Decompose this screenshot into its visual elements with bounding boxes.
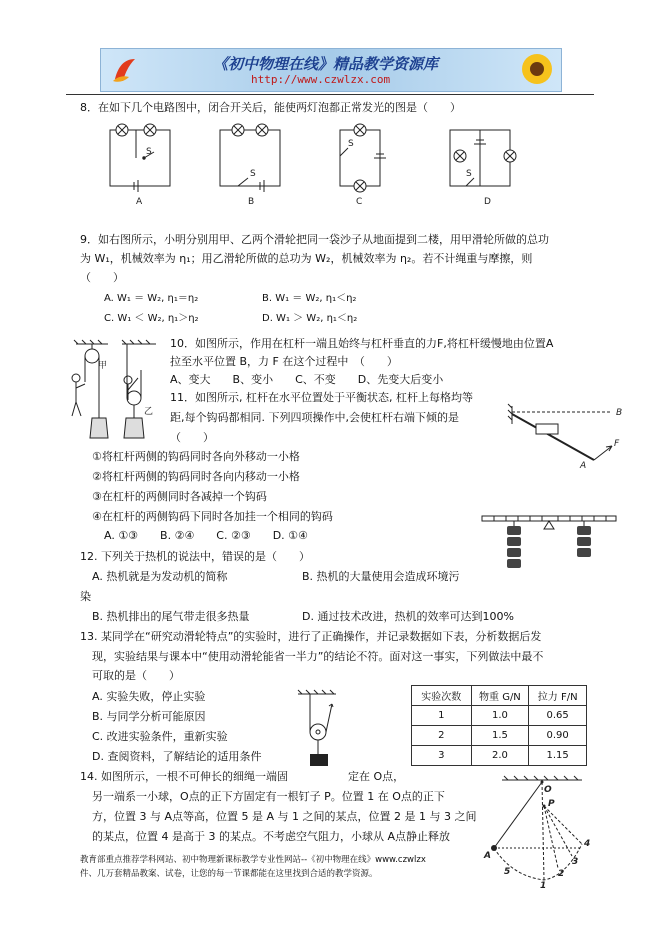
q11-options: A. ①③ B. ②④ C. ②③ D. ①④ xyxy=(104,529,308,542)
header-rule xyxy=(66,94,594,95)
q8-label-c: C xyxy=(356,197,363,207)
table-cell: 1.0 xyxy=(471,706,529,726)
table-cell: 0.65 xyxy=(529,706,587,726)
table-row xyxy=(412,746,587,766)
q8-switch-label-c: S xyxy=(348,139,354,149)
q8-label-d: D xyxy=(484,197,491,207)
footer-line1: 教育部重点推荐学科网站、初中物理新课标教学专业性网站--《初中物理在线》www.czwlzx xyxy=(80,855,426,865)
q14-pendulum-figure xyxy=(482,776,592,891)
q11-statement-2: ②将杠杆两侧的钩码同时各向内移动一小格 xyxy=(92,470,300,483)
table-row xyxy=(412,706,587,726)
q10-lever-figure xyxy=(508,402,628,472)
q14-label-3: 3 xyxy=(572,857,579,867)
q14-label-1: 1 xyxy=(540,881,547,891)
q9-option-a: A. W₁ ＝ W₂, η₁＝η₂ xyxy=(104,293,199,304)
q8-label-a: A xyxy=(136,197,143,207)
q14-line1b: 定在 O点， xyxy=(348,770,405,783)
table-cell: 0.90 xyxy=(529,726,587,746)
table-cell: 2.0 xyxy=(471,746,529,766)
q14-label-5: 5 xyxy=(504,867,511,877)
q9-label-yi: 乙 xyxy=(144,407,154,417)
q13-line2: 现，实验结果与课本中“使用动滑轮能省一半力”的结论不符。面对这一事实，下列做法中最不 xyxy=(92,650,544,663)
q12-option-a: A. 热机就是为发动机的简称 xyxy=(92,570,228,583)
q14-label-p: P xyxy=(548,799,555,809)
banner-title: 《初中物理在线》精品教学资源库 xyxy=(213,55,439,73)
q10-line2: 拉至水平位置 B，力 F 在这个过程中 （ ） xyxy=(170,355,398,368)
q9-option-b: B. W₁ ＝ W₂, η₁＜η₂ xyxy=(262,293,357,304)
q8-circuit-diagrams xyxy=(100,118,530,208)
q13-option-b: B. 与同学分析可能原因 xyxy=(92,710,206,723)
table-row xyxy=(412,726,587,746)
q12-stem: 12. 下列关于热机的说法中，错误的是（ ） xyxy=(80,550,310,563)
table-header-cell: 物重 G/N xyxy=(471,686,529,706)
q13-pulley-figure xyxy=(296,690,352,770)
banner-url[interactable]: http://www.czwlzx.com xyxy=(251,73,391,86)
site-logo-icon xyxy=(109,53,141,85)
q10-line1: 10．如图所示，作用在杠杆一端且始终与杠杆垂直的力F,将杠杆缓慢地由位置A xyxy=(170,337,554,350)
q9-label-jia: 甲 xyxy=(98,361,108,371)
q14-line2: 另一端系一小球，O点的正下方固定有一根钉子 P。位置 1 在 O点的正下 xyxy=(92,790,445,803)
q12-option-c: B. 热机排出的尾气带走很多热量 xyxy=(92,610,250,623)
table-cell: 3 xyxy=(412,746,472,766)
table-cell: 1.5 xyxy=(471,726,529,746)
q10-line3: A、变大 B、变小 C、不变 D、先变大后变小 xyxy=(170,373,444,386)
q8-switch-label-d: S xyxy=(466,169,472,179)
q12-option-d: D. 通过技术改进，热机的效率可达到100% xyxy=(302,610,514,623)
table-cell: 1.15 xyxy=(529,746,587,766)
q13-line1: 13. 某同学在“研究动滑轮特点”的实验时，进行了正确操作，并记录数据如下表，分析数据后发 xyxy=(80,630,542,643)
q14-line4: 的某点，位置 4 是高于 3 的某点。不考虑空气阻力，小球从 A点静止释放 xyxy=(92,830,451,843)
q11-line3: （ ） xyxy=(170,431,214,444)
q14-line3: 方，位置 3 与 A点等高，位置 5 是 A 与 1 之间的某点，位置 2 是 1 与 3 之间 xyxy=(92,810,477,823)
q13-line3: 可取的是（ ） xyxy=(92,669,180,682)
q8-label-b: B xyxy=(248,197,255,207)
q11-statement-1: ①将杠杆两侧的钩码同时各向外移动一小格 xyxy=(92,450,300,463)
table-header-row xyxy=(412,686,587,706)
q8-switch-label-a: S xyxy=(146,147,152,157)
q8-stem: 8．在如下几个电路图中，闭合开关后，能使两灯泡都正常发光的图是（ ） xyxy=(80,101,461,114)
q14-label-a: A xyxy=(484,851,491,861)
sunflower-icon xyxy=(519,51,555,87)
table-cell: 2 xyxy=(412,726,472,746)
q9-line1: 9．如右图所示，小明分别用甲、乙两个滑轮把同一袋沙子从地面提到二楼，用甲滑轮所做的总功 xyxy=(80,233,549,246)
q13-option-a: A. 实验失败，停止实验 xyxy=(92,690,206,703)
q11-balance-figure xyxy=(480,512,620,574)
q9-option-c: C. W₁ ＜ W₂, η₁＞η₂ xyxy=(104,313,199,324)
q14-label-o: O xyxy=(544,785,552,795)
q10-label-b: B xyxy=(616,408,623,418)
table-header-cell: 实验次数 xyxy=(412,686,472,706)
header-banner xyxy=(100,48,562,92)
q13-weight xyxy=(310,754,328,766)
q9-option-d: D. W₁ ＞ W₂, η₁＜η₂ xyxy=(262,313,358,324)
q14-label-4: 4 xyxy=(584,839,591,849)
q11-line1: 11．如图所示, 杠杆在水平位置处于平衡状态, 杠杆上每格均等 xyxy=(170,391,473,404)
q12-option-b: B. 热机的大量使用会造成环境污 xyxy=(302,570,460,583)
q13-option-d: D. 查阅资料，了解结论的适用条件 xyxy=(92,750,262,763)
q12-option-b-cont: 染 xyxy=(80,590,91,603)
table-cell: 1 xyxy=(412,706,472,726)
q11-statement-3: ③在杠杆的两侧同时各减掉一个钩码 xyxy=(92,490,267,503)
table-header-cell: 拉力 F/N xyxy=(529,686,587,706)
q11-statement-4: ④在杠杆的两侧钩码下同时各加挂一个相同的钩码 xyxy=(92,510,333,523)
q10-label-a: A xyxy=(580,461,587,471)
q11-line2: 距,每个钩码都相同. 下列四项操作中,会使杠杆右端下倾的是 xyxy=(170,411,459,424)
q14-label-2: 2 xyxy=(558,869,565,879)
q14-line1a: 14. 如图所示，一根不可伸长的细绳一端固 xyxy=(80,770,288,783)
q9-line2: 为 W₁，机械效率为 η₁；用乙滑轮所做的总功为 W₂，机械效率为 η₂。若不计绳重与摩擦，则 xyxy=(80,252,533,265)
q10-label-f: F xyxy=(614,439,620,449)
q13-data-table xyxy=(411,685,587,766)
q13-option-c: C. 改进实验条件，重新实验 xyxy=(92,730,228,743)
footer-line2: 件、几万套精品教案、试卷，让您的每一节课都能在这里找到合适的教学资源。 xyxy=(80,869,378,879)
q9-line3: （ ） xyxy=(80,271,124,284)
q9-pulley-figure xyxy=(68,340,158,445)
q8-switch-label-b: S xyxy=(250,169,256,179)
